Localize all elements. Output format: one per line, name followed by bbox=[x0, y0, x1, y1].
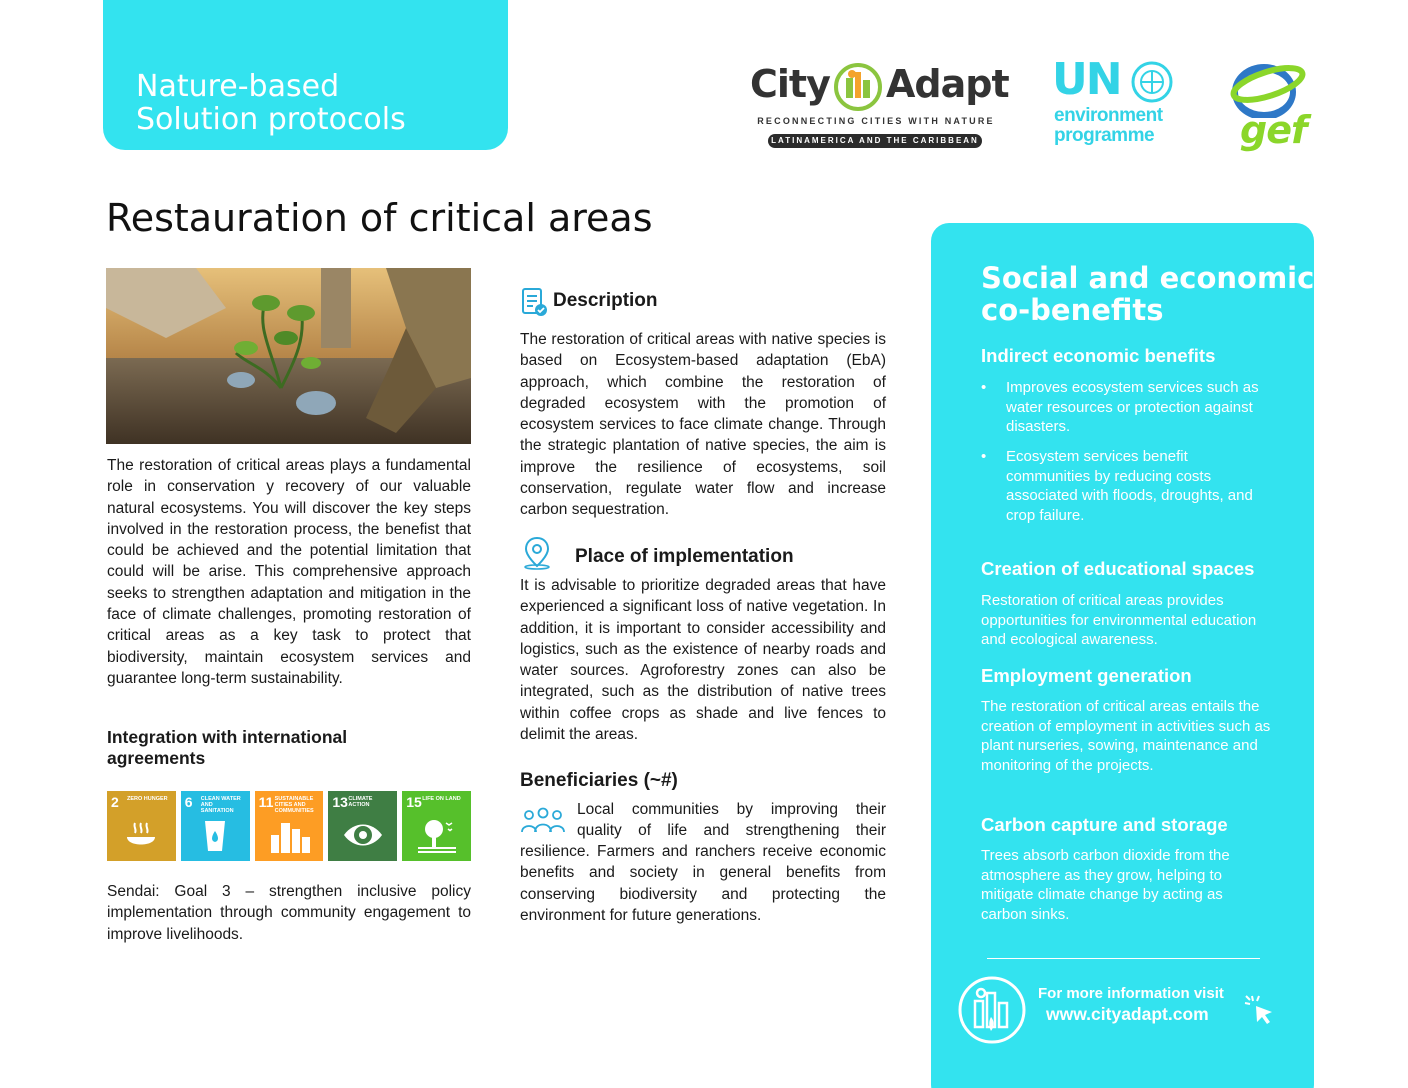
sdg-tile-15 bbox=[402, 791, 471, 861]
gef-logo bbox=[1224, 58, 1306, 154]
list-item bbox=[981, 378, 1271, 437]
employment-text: The restoration of critical areas entails the creation of employment in activities such as plant nurseries, sowing, maintenance and monitoring of the projects. bbox=[981, 698, 1271, 774]
sdg-tile-13 bbox=[328, 791, 397, 861]
cityadapt-word-city: City bbox=[750, 62, 830, 106]
header-tab bbox=[103, 0, 508, 150]
sdg-tile-2 bbox=[107, 791, 176, 861]
employment-heading: Employment generation bbox=[981, 665, 1192, 686]
un-env-line2: programme bbox=[1054, 125, 1155, 146]
sdg-number: 15 bbox=[406, 794, 422, 810]
cursor-click-icon bbox=[1242, 992, 1278, 1028]
beneficiaries-line1: Local communities by improving their bbox=[577, 801, 886, 818]
sdg-label: SUSTAINABLE CITIES AND COMMUNITIES bbox=[274, 796, 314, 814]
bullet-text: Ecosystem services benefit communities by reducing costs associated with floods, droughts, and crop failure. bbox=[1006, 448, 1253, 524]
cobenefits-title-line1: Social and economic bbox=[981, 261, 1315, 295]
bullet-mark: • bbox=[981, 448, 987, 465]
header-tab-line1: Nature-based bbox=[136, 69, 340, 104]
un-emblem-icon bbox=[1130, 60, 1174, 104]
intro-text: The restoration of critical areas plays a fundamental role in conservation y recovery of our valuable natural ecosystems. You will discover the key steps involved in the restoration process, the benefist that could be achieved and the potential limitation that could will be arise. This comprehensive approach seeks to strengthen adaptation and mitigation in the face of climate challenges, promoting restoration of critical areas as a key task to protect that biodiversity, maintain ecosystem services and guarantee long-term sustainability. bbox=[107, 457, 471, 687]
cityadapt-emblem-icon bbox=[832, 62, 884, 112]
sdg-label: LIFE ON LAND bbox=[422, 796, 461, 802]
cityadapt-tagline: RECONNECTING CITIES WITH NATURE bbox=[757, 116, 995, 126]
sendai-text: Sendai: Goal 3 – strengthen inclusive policy implementation through community engagement to improve livelihoods. bbox=[107, 883, 471, 943]
divider bbox=[987, 958, 1260, 959]
bullet-text: Improves ecosystem services such as water resources or protection against disasters. bbox=[1006, 379, 1259, 435]
location-pin-icon bbox=[521, 536, 553, 570]
sdg-tile-11 bbox=[255, 791, 324, 861]
description-heading: Description bbox=[553, 290, 658, 311]
water-glass-icon bbox=[195, 815, 235, 855]
education-text: Restoration of critical areas provides opportunities for environmental education and ecological awareness. bbox=[981, 592, 1257, 648]
cityadapt-logo bbox=[750, 62, 1009, 152]
list-item bbox=[981, 447, 1271, 525]
bowl-icon bbox=[121, 815, 161, 855]
planting-photo bbox=[106, 268, 471, 444]
carbon-text: Trees absorb carbon dioxide from the atmosphere as they grow, helping to mitigate climate change by acting as carbon sinks. bbox=[981, 847, 1230, 923]
people-group-icon bbox=[520, 806, 566, 836]
sdg-number: 2 bbox=[111, 794, 119, 810]
sdg-icons bbox=[107, 791, 471, 861]
cityadapt-word-adapt: Adapt bbox=[886, 62, 1009, 106]
integration-heading: Integration with international agreements bbox=[107, 727, 348, 768]
bullet-mark: • bbox=[981, 379, 987, 396]
place-heading: Place of implementation bbox=[575, 546, 794, 567]
page-title: Restauration of critical areas bbox=[106, 196, 653, 240]
sdg-number: 13 bbox=[332, 794, 348, 810]
beneficiaries-text: resilience. Farmers and ranchers receive economic benefits and society in general benefits from conserving biodiversity and protecting the environment for future generations. bbox=[520, 843, 886, 924]
more-info-text: For more information visit bbox=[1038, 985, 1224, 1002]
carbon-heading: Carbon capture and storage bbox=[981, 814, 1228, 835]
education-heading: Creation of educational spaces bbox=[981, 558, 1255, 579]
cityadapt-badge-icon bbox=[957, 975, 1027, 1045]
cityadapt-region: LATINAMERICA AND THE CARIBBEAN bbox=[768, 134, 982, 148]
un-environment-logo bbox=[1052, 54, 1182, 152]
city-icon bbox=[269, 815, 313, 855]
un-env-line1: environment bbox=[1054, 105, 1163, 126]
header-tab-line2: Solution protocols bbox=[136, 102, 406, 137]
beneficiaries-heading: Beneficiaries (~#) bbox=[520, 770, 678, 791]
tree-birds-icon bbox=[416, 815, 458, 855]
sdg-label: ZERO HUNGER bbox=[127, 796, 168, 802]
place-text: It is advisable to prioritize degraded areas that have experienced a significant loss of native vegetation. In addition, it is important to consider accessibility and logistics, such as the existence of nearby roads and water sources. Agroforestry zones can also be integrated, such as the distribution of native trees within coffee crops as shade and live fences to delimit the areas. bbox=[520, 577, 886, 744]
sdg-number: 11 bbox=[258, 794, 274, 810]
gef-wordmark: gef bbox=[1240, 108, 1307, 152]
beneficiaries-line2: quality of life and strengthening their bbox=[577, 822, 886, 839]
indirect-heading: Indirect economic benefits bbox=[981, 345, 1216, 366]
cobenefits-title bbox=[981, 262, 1314, 326]
eye-globe-icon bbox=[342, 815, 384, 855]
un-mark: UN bbox=[1052, 54, 1121, 105]
document-check-icon bbox=[520, 287, 548, 317]
sdg-tile-6 bbox=[181, 791, 250, 861]
cobenefits-title-line2: co-benefits bbox=[981, 293, 1164, 327]
sdg-label: CLIMATE ACTION bbox=[348, 796, 373, 808]
description-text: The restoration of critical areas with native species is based on Ecosystem-based adaptation (EbA) approach, which combine the restoration of degraded ecosystem with the promotion of ecosystem services to face climate change. Through the strategic plantation of native species, the aim is improve the resilience of ecosystems, soil conservation, regulate water flow and increase carbon sequestration. bbox=[520, 331, 886, 519]
sdg-label: CLEAN WATER AND SANITATION bbox=[200, 796, 241, 814]
website-link[interactable]: www.cityadapt.com bbox=[1046, 1004, 1209, 1024]
sdg-number: 6 bbox=[184, 794, 193, 810]
